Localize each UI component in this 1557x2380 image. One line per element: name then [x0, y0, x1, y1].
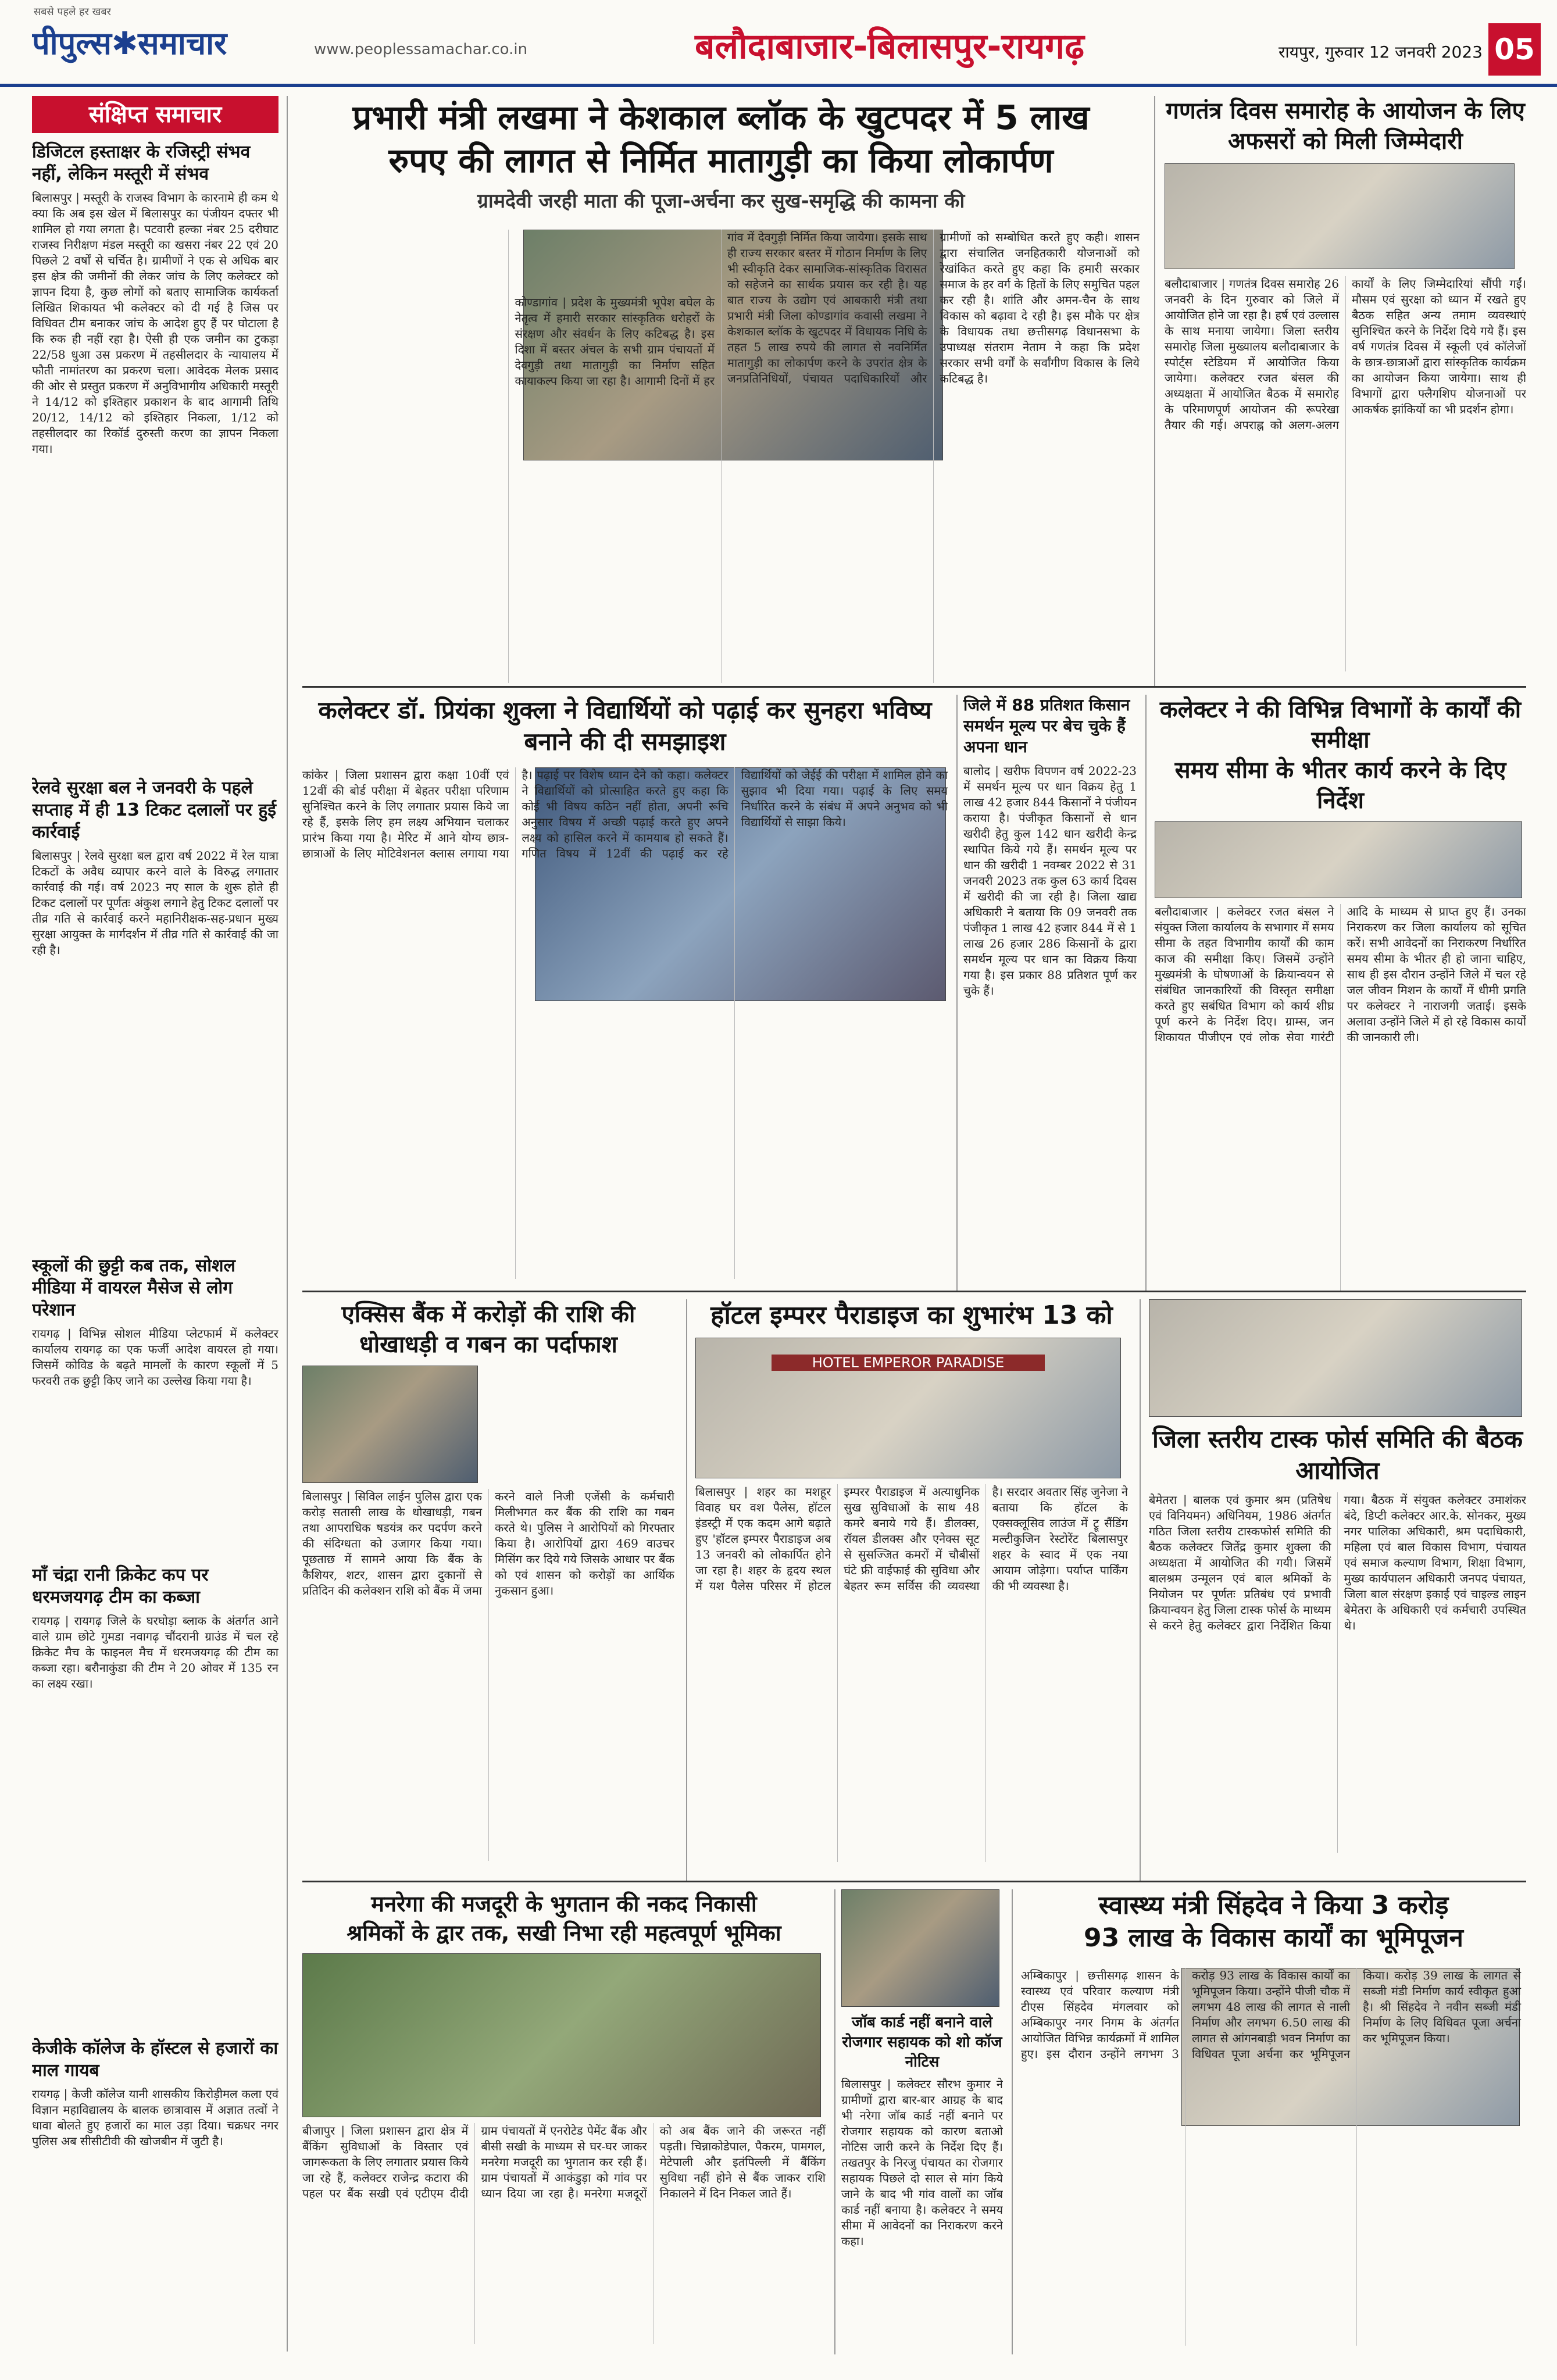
headline: प्रभारी मंत्री लखमा ने केशकाल ब्लॉक के खुटपदर में 5 लाख — [352, 98, 1090, 137]
news-briefs-column — [32, 96, 288, 2352]
brief-body: बिलासपुर | रेलवे सुरक्षा बल द्वारा वर्ष 2022 में रेल यात्रा टिकटों के अवैध व्यापार करने वाले के विरुद्ध लगातार कार्रवाई की गई। वर्ष 2023 नए साल के शुरू होते ही टिकट दलालों पर पूर्णतः अंकुश लगाने हेतु टिकट दलालों पर तीव्र गति से कार्रवाई करने महानिरीक्षक-सह-प्रधान मुख्य सुरक्षा आयुक्त के मार्गदर्शन में तीव्र गति से कार्रवाई की जा रही है। — [32, 849, 278, 957]
headline: मनरेगा की मजदूरी के भुगतान की नकद निकासी — [371, 1891, 757, 1917]
brief-heading: माँ चंद्रा रानी क्रिकेट कप पर धरमजयगढ़ टीम का कब्जा — [32, 1565, 209, 1607]
article-body: बीजापुर | जिला प्रशासन द्वारा क्षेत्र में बैंकिंग सुविधाओं के विस्तार एवं जागरूकता के लिए लगातार प्रयास किये जा रहे हैं, कलेक्टर राजेन्द्र कटारा की पहल पर बैंक सखी एवं एटीएम दीदी ग्राम पंचायतों में एनरोटेड पेमेंट बैंक और बीसी सखी के माध्यम से घर-घर जाकर मनरेगा मजदूरी का भुगतान कर रही हैं। ग्राम पंचायतों में आकंडुड़ा को गांव पर ध्यान दिया जा रहा है। मनरेगा मजदूरों को अब बैंक जाने की जरूरत नहीं पड़ती। चिन्नाकोडेपाल, पैकरम, पामगल, मेटेपाली और इतंपिल्ली में बैंकिंग सुविधा नहीं होने से बैंक जाकर राशि निकालने में दिन निकल जाते हैं। — [302, 2124, 826, 2200]
article-body: बेमेतरा | बालक एवं कुमार श्रम (प्रतिषेध एवं विनियमन) अधिनियम, 1986 अंतर्गत गठित जिला स्तरीय टास्कफोर्स समिति की बैठक कलेक्टर जितेंद्र कुमार शुक्ला की अध्यक्षता में आयोजित की गयी। जिसमें बालश्रम उन्मूलन एवं बाल श्रमिकों के नियोजन पर पूर्णतः प्रतिबंध एवं प्रभावी क्रियान्वयन हेतु जिला टास्क फोर्स के माध्यम से करने हेतु कलेक्टर द्वारा निर्देशित किया गया। बैठक में संयुक्त कलेक्टर उमाशंकर बंदे, डिप्टी कलेक्टर आर.के. सोनकर, मुख्य नगर पालिका अधिकारी, श्रम पदाधिकारी, महिला एवं बाल विकास विभाग, पंचायत एवं समाज कल्याण विभाग, शिक्षा विभाग, मुख्य कार्यपालन अधिकारी जनपद पंचायत, जिला बाल संरक्षण इकाई एवं चाइल्ड लाइन बेमेतरा के अधिकारी एवं कर्मचारी उपस्थित थे। — [1149, 1493, 1526, 1632]
meeting-photo — [1149, 1299, 1522, 1417]
accused-photo — [302, 1366, 478, 1483]
brief-body: बिलासपुर | मस्तूरी के राजस्व विभाग के कारनामे ही कम थे क्या कि अब इस खेल में बिलासपुर का पंजीयन दफ्तर भी शामिल हो गया लगता है। पटवारी हल्का नंबर 25 दरीघाट राजस्व निरीक्षण मंडल मस्तूरी का खसरा नंबर 22 एवं 20 पिछले 2 वर्षों से चर्चित है। ग्रामीणों ने एक से अधिक बार इस क्षेत्र की जमीनों की लेकर जांच के लिए कलेक्टर को ज्ञापन दिया है, कुछ लोगों को बताए सामाजिक कार्यकर्ता लिखित शिकायत भी कलेक्टर को दी गई है जिस पर विधिवत टीम बनाकर जांच के आदेश हुए हैं पर घोटाला है कि रुक ही नहीं रहा है। ऐसी ही एक जमीन का टुकड़ा 22/58 धुआ उस प्रकरण में तहसीलदार के न्यायालय में फौती नामांतरण का प्रकरण चला। आवेदक मेलक प्रसाद की ओर से प्रस्तुत प्रकरण में अनुविभागीय अधिकारी मस्तूरी ने 14/12 को इश्तिहार प्रकाशन के बाद आगामी तिथि 20/12, 14/12 को इश्तिहार निकला, 1/12 को तहसीलदार का रिकॉर्ड दुरुस्ती करण का ज्ञापन निकला गया। — [32, 191, 278, 456]
headline: 93 लाख के विकास कार्यों का भूमिपूजन — [1084, 1923, 1463, 1953]
brief-heading: स्कूलों की छुट्टी कब तक, सोशल मीडिया में वायरल मैसेज से लोग परेशान — [32, 1256, 235, 1320]
article-body: बिलासपुर | कलेक्टर सौरभ कुमार ने ग्रामीणों द्वारा बार-बार आग्रह के बाद भी नरेगा जॉब कार्ड नहीं बनाने पर रोजगार सहायक को कारण बताओ नोटिस जारी करने के निर्देश दिए हैं। तखतपुर के निरजु पंचायत का रोजगार सहायक पिछले दो साल से मांग किये जाने के बाद भी गांव वालों का जॉब कार्ड नहीं बनाया है। कलेक्टर ने समय सीमा में आवेदनों का निराकरण करने कहा। — [841, 2077, 1003, 2248]
headline: एक्सिस बैंक में करोड़ों की राशि की धोखाधड़ी व गबन का पर्दाफाश — [341, 1301, 635, 1358]
article-body: बलौदाबाजार | गणतंत्र दिवस समारोह 26 जनवरी के दिन गुरुवार को जिले में आयोजित होने जा रहा है। हर्ष एवं उल्लास के साथ मनाया जायेगा। जिला स्तरीय समारोह जिला मुख्यालय बलौदाबाजार के स्पोर्ट्स स्टेडियम में आयोजित किया जायेगा। कलेक्टर रजत बंसल की अध्यक्षता में आयोजित बैठक में समारोह के परिमाणपूर्ण आयोजन की रूपरेखा तैयार की गई। अपराह्न को अलग-अलग कार्यों के लिए जिम्मेदारियां सौंपी गईं। मौसम एवं सुरक्षा को ध्यान में रखते हुए बैठक सहित अन्य तमाम व्यवस्थाएं सुनिश्चित करने के निर्देश दिये गये हैं। इस वर्ष गणतंत्र दिवस में स्कूली एवं कॉलेजों के छात्र-छात्राओं द्वारा सांस्कृतिक कार्यक्रम का आयोजन किया जायेगा। साथ ही विभागों द्वारा फ्लैगशिप योजनाओं पर आकर्षक झांकियों का भी प्रदर्शन होगा। — [1165, 277, 1526, 432]
headline: समय सीमा के भीतर कार्य करने के दिए निर्देश — [1174, 757, 1506, 814]
headline: कलेक्टर डॉ. प्रियंका शुक्ला ने विद्यार्थियों को पढ़ाई कर सुनहरा भविष्य बनाने की दी समझाइश — [318, 696, 932, 756]
headline: गणतंत्र दिवस समारोह के आयोजन के लिए अफसरों को मिली जिम्मेदारी — [1166, 98, 1525, 155]
briefs-header: संक्षिप्त समाचार — [32, 96, 278, 133]
meeting-photo — [1165, 163, 1515, 269]
website-url: www.peoplessamachar.co.in — [314, 41, 528, 58]
headline: जिला स्तरीय टास्क फोर्स समिति की बैठक आयोजित — [1152, 1425, 1523, 1485]
article-shukla — [302, 695, 948, 1291]
divider — [302, 686, 1526, 688]
headline: स्वास्थ्य मंत्री सिंहदेव ने किया 3 करोड़ — [1098, 1891, 1449, 1920]
article-paddy — [956, 695, 1137, 1291]
article-body: बालोद | खरीफ विपणन वर्ष 2022-23 में समर्थन मूल्य पर धान विक्रय हेतु 1 लाख 42 हजार 844 किसानों ने पंजीयन कराया है। पंजीकृत किसानों से धान खरीदी हेतु कुल 142 धान खरीदी केन्द्र स्थापित किये गये हैं। समर्थन मूल्य पर धान की खरीदी 1 नवम्बर 2022 से 31 जनवरी 2023 तक कुल 63 कार्य दिवस में खरीदी की जा रही है। जिला खाद्य अधिकारी ने बताया कि 09 जनवरी तक पंजीकृत 1 लाख 42 हजार 844 में से 1 लाख 26 हजार 286 किसानों के द्वारा समर्थन मूल्य पर धान का विक्रय किया गया है। इस प्रकार 88 प्रतिशत पूर्ण कर चुके हैं। — [963, 764, 1137, 998]
headline: हॉटल इम्परर पैराडाइज का शुभारंभ 13 को — [710, 1300, 1113, 1330]
newspaper-logo: पीपुल्स✱समाचार — [32, 25, 227, 62]
hotel-signboard: HOTEL EMPEROR PARADISE — [772, 1355, 1045, 1371]
headline: रुपए की लागत से निर्मित मातागुड़ी का किया लोकार्पण — [388, 141, 1054, 180]
article-axis — [302, 1299, 674, 1881]
article-taskforce — [1140, 1299, 1526, 1881]
article-review — [1145, 695, 1526, 1291]
article-body: बलौदाबाजार | कलेक्टर रजत बंसल ने संयुक्त जिला कार्यालय के सभागार में समय सीमा के तहत विभागीय कार्यों की काम काज की समीक्षा किए। जिसमें उन्होंने मुख्यमंत्री के घोषणाओं के क्रियान्वयन से संबंधित जानकारियों की विस्तृत समीक्षा करते हुए सबंधित विभाग को कार्य शीघ्र पूर्ण करने के निर्देश दिए। ग्राम्स, जन शिकायत पीजीएन एवं लोक सेवा गारंटी आदि के माध्यम से प्राप्त हुए हैं। उनका निराकरण कर जिला कार्यालय को सूचित करें। सभी आवेदनों का निराकरण निर्धारित समय सीमा के भीतर ही हो जाना चाहिए, साथ ही इस दौरान उन्होंने जिले में चल रहे जल जीवन मिशन के कार्यों में धीमी प्रगति पर कलेक्टर ने नाराजगी जताई। इसके अलावा उन्होंने जिले में हो रहे विकास कार्यों की जानकारी ली। — [1155, 905, 1526, 1044]
headline: जिले में 88 प्रतिशत किसान समर्थन मूल्य पर बेच चुके हैं अपना धान — [963, 695, 1130, 756]
page-number: 05 — [1488, 23, 1541, 76]
article-body — [302, 230, 1140, 683]
article-notice — [834, 1889, 1003, 2354]
brief-heading: केजीके कॉलेज के हॉस्टल से हजारों का माल गायब — [32, 2038, 278, 2081]
article-republic-day — [1154, 96, 1526, 686]
masthead-tagline: सबसे पहले हर खबर — [34, 6, 112, 18]
section-title: बलौदाबाजार-बिलासपुर-रायगढ़ — [695, 26, 1084, 67]
divider — [302, 1881, 1526, 1882]
hotel-photo — [695, 1338, 1121, 1478]
headline: श्रमिकों के द्वार तक, सखी निभा रही महत्वपूर्ण भूमिका — [347, 1920, 781, 1946]
village-photo — [302, 1953, 821, 2117]
meeting-photo — [1155, 821, 1522, 898]
brief-heading: डिजिटल हस्ताक्षर के रजिस्ट्री संभव नहीं, लेकिन मस्तूरी में संभव — [32, 142, 251, 184]
headline: कलेक्टर ने की विभिन्न विभागों के कार्यों की समीक्षा — [1159, 696, 1522, 753]
brief-body: रायगढ़ | विभिन्न सोशल मीडिया प्लेटफार्म में कलेक्टर कार्यालय रायगढ़ का एक फर्जी आदेश वायरल हो गया। जिसमें कोविड के बढ़ते मामलों के कारण स्कूलों में 5 फरवरी तक छुट्टी किए जाने का उल्लेख किया गया है। — [32, 1327, 278, 1388]
brief-body: रायगढ़ | रायगढ़ जिले के घरघोड़ा ब्लाक के अंतर्गत आने वाले ग्राम छोटे गुमडा नवागढ़ चौंदरानी ग्राउंड में चल रहे क्रिकेट मैच के फाइनल मैच में धरमजयगढ़ की टीम का कब्जा रहा। बरौनाकुंडा की टीम ने 20 ओवर में 135 रन का लक्ष्य रखा। — [32, 1614, 278, 1691]
article-text: अम्बिकापुर | छत्तीसगढ़ शासन के स्वास्थ्य एवं परिवार कल्याण मंत्री टीएस सिंहदेव मंगलवार को अम्बिकापुर नगर निगम के अंतर्गत आयोजित विभिन्न कार्यक्रमों में शामिल हुए। इस दौरान उन्होंने लगभग 3 करोड़ 93 लाख के विकास कार्यों का भूमिपूजन किया। उन्होंने पीजी चौक में लगभग 48 लाख की लागत से नाली निर्माण और लगभग 6.50 लाख की लागत से आंगनबाड़ी भवन निर्माण का विधिवत पूजा अर्चना कर भूमिपूजन किया। करोड़ 39 लाख के लागत से सब्जी मंडी निर्माण कार्य स्वीकृत हुआ है। श्री सिंहदेव ने नवीन सब्जी मंडी निर्माण के लिए विधिवत पूजा अर्चना कर भूमिपूजन किया। — [1021, 1968, 1521, 2061]
article-body — [302, 767, 948, 1279]
divider — [302, 1291, 1526, 1292]
article-lakhma — [302, 96, 1140, 686]
article-text: कांकेर | जिला प्रशासन द्वारा कक्षा 10वीं एवं 12वीं की बोर्ड परीक्षा में बेहतर परीक्षा परिणाम सुनिश्चित करने के लिए लगातार प्रयास किये जा रहे हैं, इसके लिए हम लक्ष्य अभियान चलाकर प्रारंभ किया गया है। मेरिट में आने योग्य छात्र-छात्राओं के लिए मोटिवेशनल क्लास लगाया गया है। पढ़ाई पर विशेष ध्यान देने को कहा। कलेक्टर ने विद्यार्थियों को प्रोत्साहित करते हुए कहा कि कोई भी विषय कठिन नहीं होता, अपनी रूचि अनुसार विषय में अच्छी पढ़ाई करते हुए अपने लक्ष्य को हासिल करने में कामयाब हो सकते हैं। गणित विषय में 12वीं की पढ़ाई कर रहे विद्यार्थियों को जेईई की परीक्षा में शामिल होने का सुझाव भी दिया गया। पढ़ाई के लिए समय निर्धारित करने के संबंध में अपने अनुभव को भी विद्यार्थियों से साझा किये। — [302, 768, 948, 860]
headline: जॉब कार्ड नहीं बनाने वाले रोजगार सहायक को शो कॉज नोटिस — [842, 2014, 1002, 2071]
dateline: रायपुर, गुरुवार 12 जनवरी 2023 — [1278, 42, 1483, 62]
article-body — [1021, 1968, 1521, 2346]
article-body: बिलासपुर | शहर का मशहूर विवाह घर वश पैलेस, हॉटल इंडस्ट्री में एक कदम आगे बढ़ाते हुए 'हॉटल इम्परर पैराडाइज अब 13 जनवरी को लोकार्पित होने जा रहा है। शहर के हृदय स्थल में यश पैलेस परिसर में होटल इम्परर पैराडाइज में अत्याधुनिक सुख सुविधाओं के साथ 48 कमरे बनाये गये हैं। डीलक्स, रॉयल डीलक्स और एनेक्स सूट से सुसज्जित कमरों में चौबीसों घंटे फ्री वाईफाई की सुविधा और बेहतर रूम सर्विस की व्यवस्था है। सरदार अवतार सिंह जुनेजा ने बताया कि हॉटल के एक्सक्लूसिव लाउंज में ट्रू सैंडिंग मल्टीकुजिन रेस्टोरेंट बिलासपुर शहर के स्वाद में एक नया आयाम जोड़ेगा। पर्याप्त पार्किंग की भी व्यवस्था है। — [695, 1485, 1128, 1593]
official-photo — [841, 1889, 999, 2007]
article-singhdeo — [1012, 1889, 1526, 2354]
brief-heading: रेलवे सुरक्षा बल ने जनवरी के पहले सप्ताह में ही 13 टिकट दलालों पर हुई कार्रवाई — [32, 778, 276, 842]
article-body: बिलासपुर | सिविल लाईन पुलिस द्वारा एक करोड़ सतासी लाख के धोखाधड़ी, गबन तथा आपराधिक षडयंत्र कर पदर्पण करने की संदिग्धता को उजागर किया गया। पूछताछ में सामने आया कि बैंक के कैशियर, शटर, शासन द्वारा दुकानों से प्रतिदिन की कलेक्शन राशि को बैंक में जमा करने वाले निजी एजेंसी के कर्मचारी मिलीभगत कर बैंक की राशि का गबन करते थे। पुलिस ने आरोपियों को गिरफ्तार किया है। आरोपियों द्वारा 469 वाउचर मिसिंग कर दिये गये जिसके आधार पर बैंक को एवं शासन को करोड़ों का आर्थिक नुकसान हुआ। — [302, 1489, 674, 1598]
brief-body: रायगढ़ | केजी कॉलेज यानी शासकीय किरोड़ीमल कला एवं विज्ञान महाविद्यालय के बालक छात्रावास में अज्ञात तत्वों ने धावा बोलते हुए हजारों का माल उड़ा दिया। चक्रधर नगर पुलिस अब सीसीटीवी की खोजबीन में जुटी है। — [32, 2087, 278, 2148]
article-hotel — [686, 1299, 1128, 1881]
article-text: कोण्डागांव | प्रदेश के मुख्यमंत्री भूपेश बघेल के नेतृत्व में हमारी सरकार सांस्कृतिक धरोहरों के संरक्षण और संवर्धन के लिए कटिबद्ध है। इस दिशा में बस्तर अंचल के सभी ग्राम पंचायतों में देवगुड़ी तथा मातागुड़ी का निर्माण सहित कायाकल्प किया जा रहा है। आगामी दिनों में हर गांव में देवगुड़ी निर्मित किया जायेगा। इसके साथ ही राज्य सरकार बस्तर में गोठान निर्माण के लिए भी स्वीकृति देकर सामाजिक-सांस्कृतिक विरासत को सहेजने का सार्थक प्रयास कर रही है। यह बात राज्य के उद्योग एवं आबकारी मंत्री तथा प्रभारी मंत्री जिला कोण्डागांव कवासी लखमा ने केशकाल ब्लॉक के खुटपदर में विधायक निधि के तहत 5 लाख रुपये की लागत से नवनिर्मित मातागुड़ी का लोकार्पण करने के उपरांत क्षेत्र के जनप्रतिनिधियों, पंचायत पदाधिकारियों और ग्रामीणों को सम्बोधित करते हुए कही। शासन द्वारा संचालित जनहितकारी योजनाओं को रेखांकित करते हुए कहा कि हमारी सरकार समाज के हर वर्ग के हितों के लिए समुचित पहल कर रही है। शांति और अमन-चैन के साथ विकास को बढ़ावा दे रही है। इस मौके पर क्षेत्र के विधायक तथा छत्तीसगढ़ विधानसभा के उपाध्यक्ष संतराम नेताम ने कहा कि प्रदेश सरकार सभी वर्गों के सर्वांगीण विकास के लिये कटिबद्ध है। — [515, 230, 1140, 388]
article-mgnrega — [302, 1889, 826, 2354]
kicker: ग्रामदेवी जरही माता की पूजा-अर्चना कर सुख-समृद्धि की कामना की — [477, 190, 965, 213]
